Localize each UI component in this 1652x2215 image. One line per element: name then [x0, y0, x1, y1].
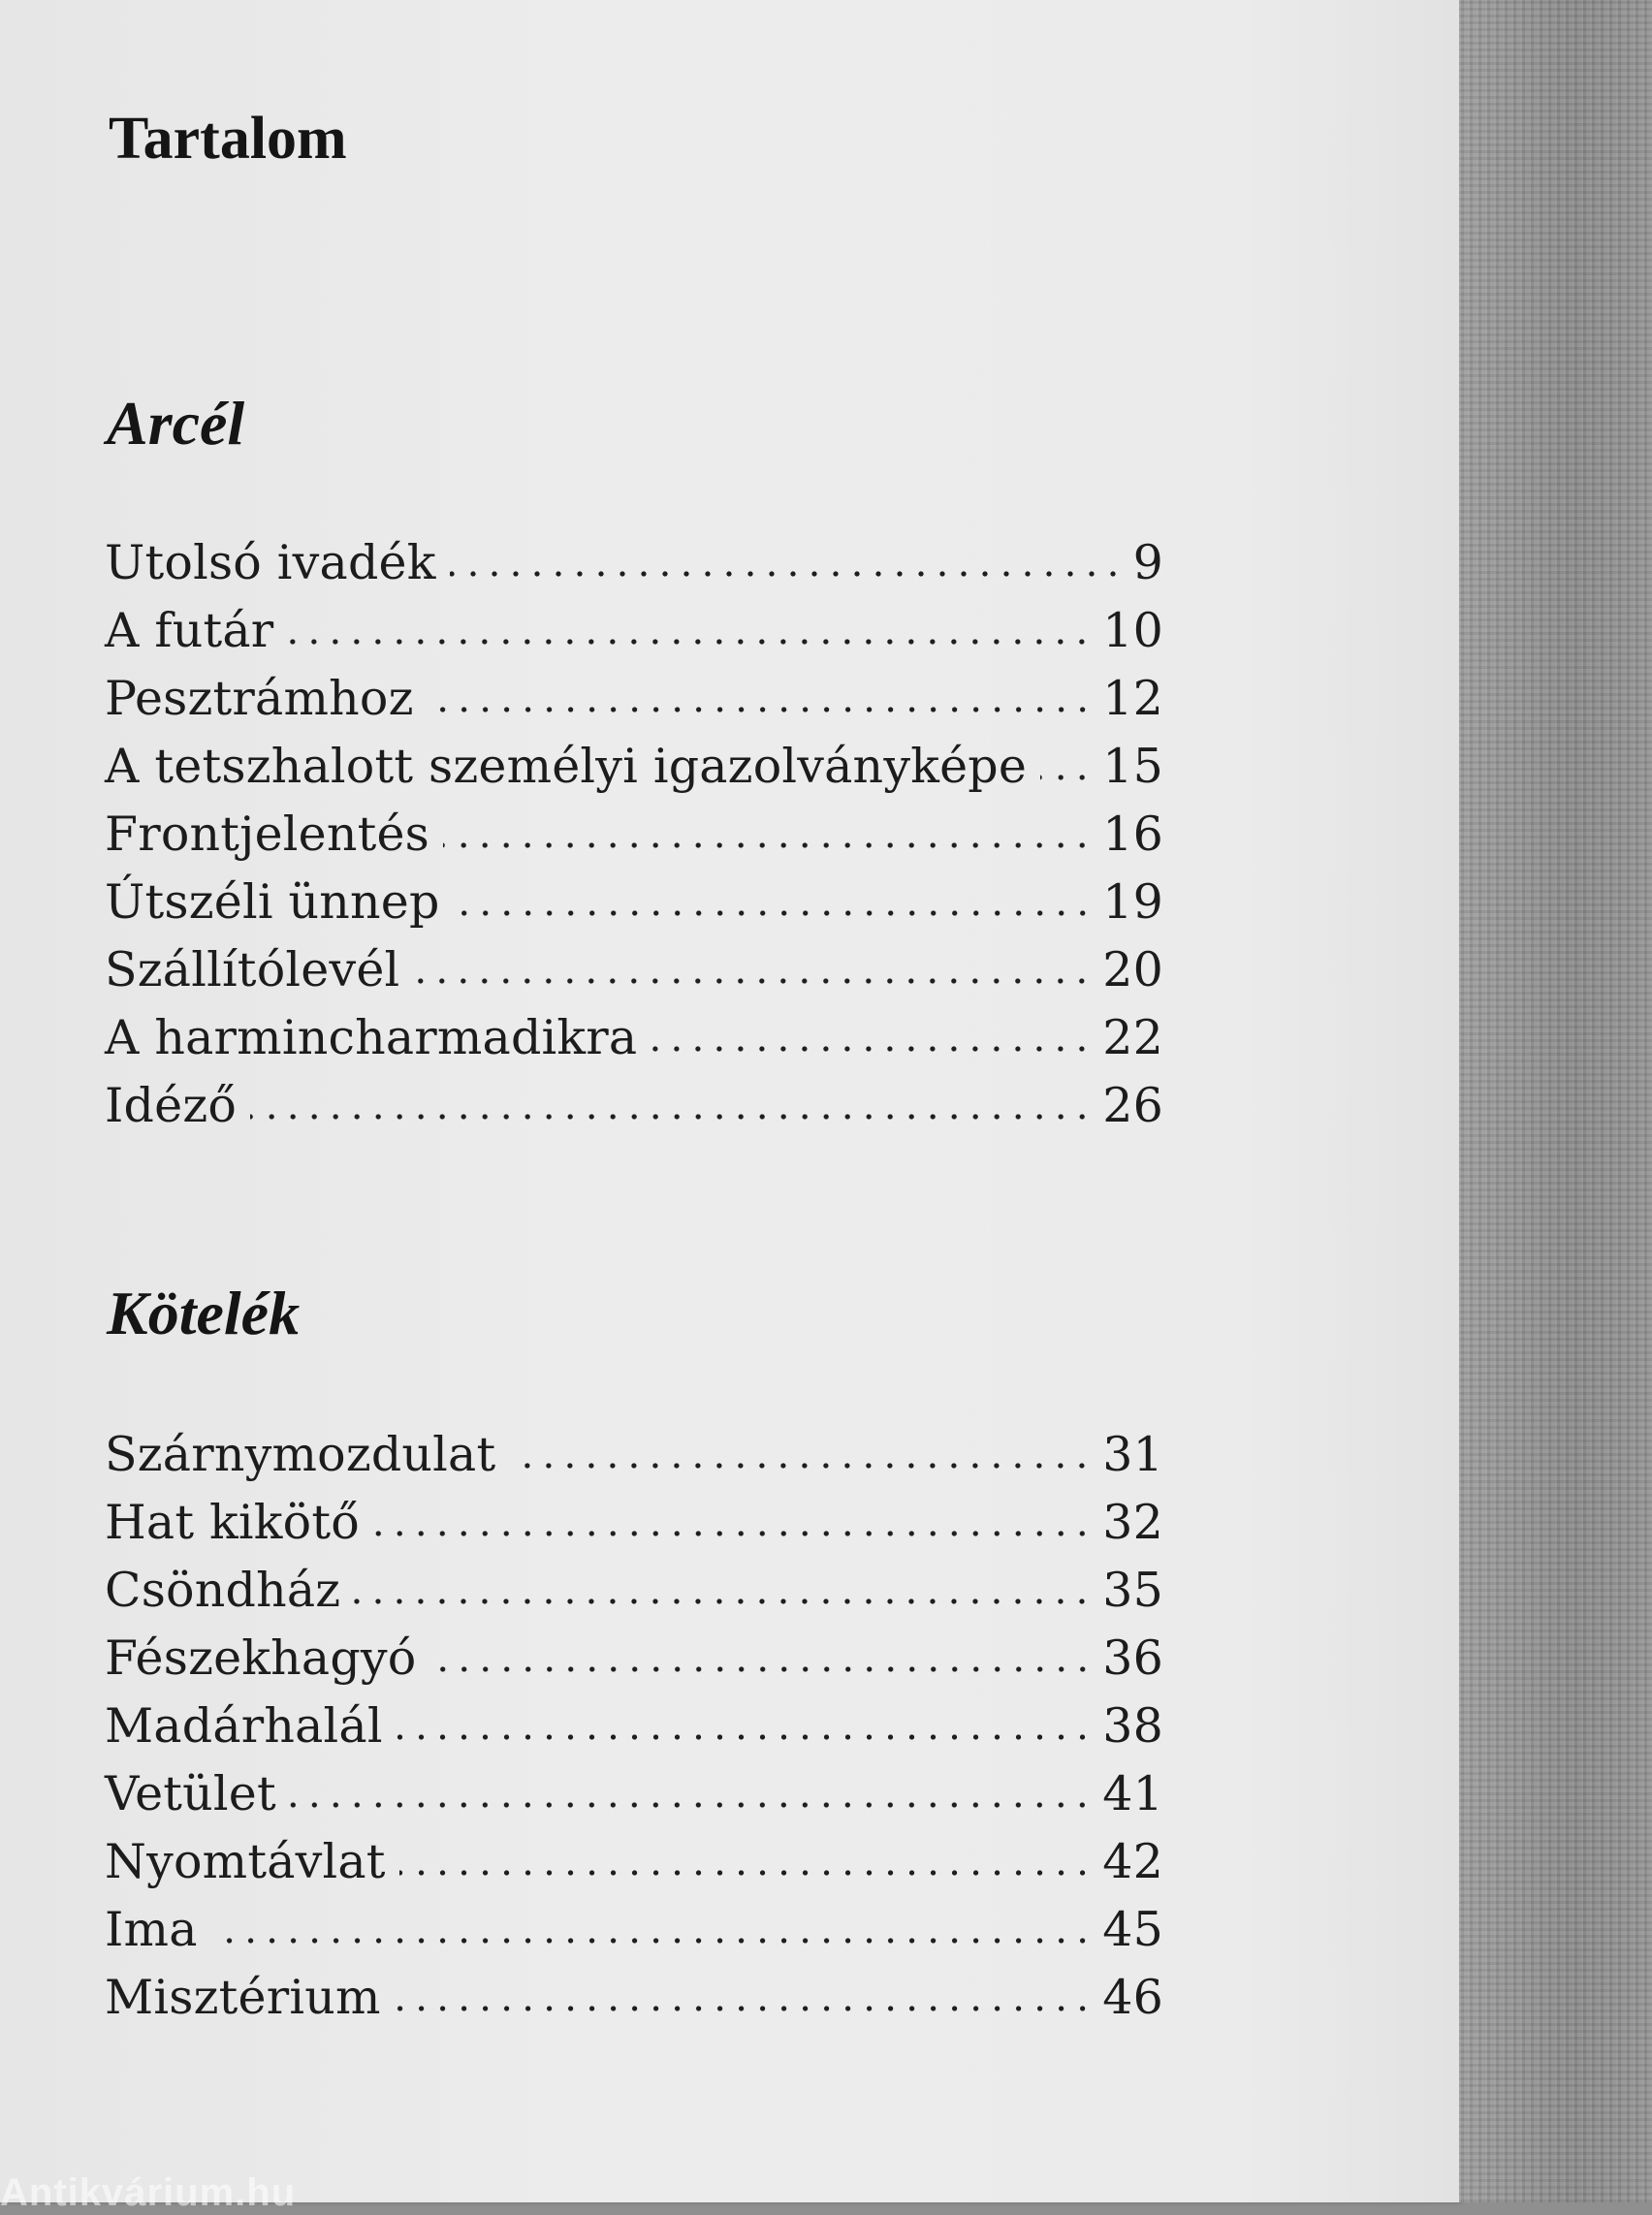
dot-leader — [651, 1046, 1093, 1052]
page-title: Tartalom — [109, 106, 347, 172]
dot-leader — [290, 1802, 1093, 1808]
toc-entry — [105, 1563, 1163, 1630]
toc-entry-page: 32 — [1102, 1495, 1163, 1550]
toc-entry-page: 20 — [1102, 942, 1163, 997]
toc-entry-page: 35 — [1102, 1563, 1163, 1618]
dot-leader — [395, 2006, 1094, 2011]
toc-entry-title: Utolsó ivadék — [105, 535, 436, 590]
toc-entry — [105, 1427, 1163, 1495]
dot-leader — [1040, 775, 1093, 780]
toc-entry-title: Szállítólevél — [105, 942, 400, 997]
dot-leader — [430, 1666, 1094, 1672]
toc-entry-page: 41 — [1102, 1766, 1163, 1821]
dot-leader — [287, 639, 1093, 645]
toc-entry — [105, 1010, 1163, 1078]
toc-list-kotelek — [105, 1427, 1163, 2038]
toc-entry — [105, 1766, 1163, 1834]
toc-entry-page: 19 — [1102, 874, 1163, 930]
section-title-kotelek: Kötelék — [107, 1279, 301, 1347]
toc-entry — [105, 942, 1163, 1010]
toc-entry-page: 16 — [1102, 807, 1163, 862]
toc-entry-title: Csöndház — [105, 1563, 341, 1618]
dot-leader — [443, 842, 1093, 848]
dot-leader — [509, 1463, 1093, 1469]
dot-leader — [428, 707, 1094, 712]
toc-entry — [105, 1834, 1163, 1902]
toc-entry-title: A tetszhalott személyi igazolványképe — [105, 739, 1028, 794]
toc-entry — [105, 671, 1163, 739]
toc-entry-title: Útszéli ünnep — [105, 874, 440, 930]
toc-entry-page: 10 — [1102, 603, 1163, 658]
toc-entry — [105, 807, 1163, 874]
toc-entry-page: 42 — [1102, 1834, 1163, 1889]
toc-list-arcel — [105, 535, 1163, 1146]
dot-leader — [354, 1598, 1093, 1604]
toc-entry-title: Nyomtávlat — [105, 1834, 386, 1889]
dot-leader — [211, 1938, 1094, 1944]
toc-entry — [105, 1078, 1163, 1146]
toc-entry-title: Pesztrámhoz — [105, 671, 414, 726]
toc-entry — [105, 874, 1163, 942]
dot-leader — [397, 1734, 1094, 1740]
toc-entry-title: Madárhalál — [105, 1698, 383, 1754]
toc-entry — [105, 603, 1163, 671]
toc-entry — [105, 1902, 1163, 1970]
toc-entry-page: 26 — [1102, 1078, 1163, 1133]
toc-entry — [105, 739, 1163, 807]
toc-entry — [105, 1698, 1163, 1766]
dot-leader — [450, 571, 1124, 577]
toc-entry-title: Ima — [105, 1902, 198, 1957]
toc-entry-title: Szárnymozdulat — [105, 1427, 496, 1482]
background-surface — [1459, 0, 1652, 2202]
toc-entry-title: Idéző — [105, 1078, 238, 1133]
toc-entry-title: Misztérium — [105, 1970, 381, 2025]
dot-leader — [413, 978, 1093, 984]
toc-entry — [105, 1495, 1163, 1563]
dot-leader — [250, 1114, 1093, 1120]
dot-leader — [373, 1531, 1093, 1536]
toc-entry-title: Frontjelentés — [105, 807, 430, 862]
toc-entry-page: 15 — [1102, 739, 1163, 794]
toc-entry-page: 31 — [1102, 1427, 1163, 1482]
section-title-arcel: Arcél — [107, 389, 245, 458]
toc-entry — [105, 535, 1163, 603]
toc-entry-title: Vetület — [105, 1766, 276, 1821]
toc-entry — [105, 1970, 1163, 2038]
dot-leader — [454, 910, 1094, 916]
toc-entry-page: 36 — [1102, 1630, 1163, 1686]
dot-leader — [399, 1870, 1094, 1876]
toc-entry-page: 22 — [1102, 1010, 1163, 1065]
toc-entry-page: 12 — [1102, 671, 1163, 726]
toc-entry-page: 38 — [1102, 1698, 1163, 1754]
watermark: Antikvárium.hu — [0, 2171, 297, 2214]
toc-entry-title: Fészekhagyó — [105, 1630, 417, 1686]
toc-entry — [105, 1630, 1163, 1698]
toc-entry-title: Hat kikötő — [105, 1495, 360, 1550]
toc-entry-title: A futár — [105, 603, 274, 658]
toc-entry-page: 46 — [1102, 1970, 1163, 2025]
toc-entry-title: A harmincharmadikra — [105, 1010, 638, 1065]
toc-entry-page: 45 — [1102, 1902, 1163, 1957]
toc-entry-page: 9 — [1132, 535, 1163, 590]
